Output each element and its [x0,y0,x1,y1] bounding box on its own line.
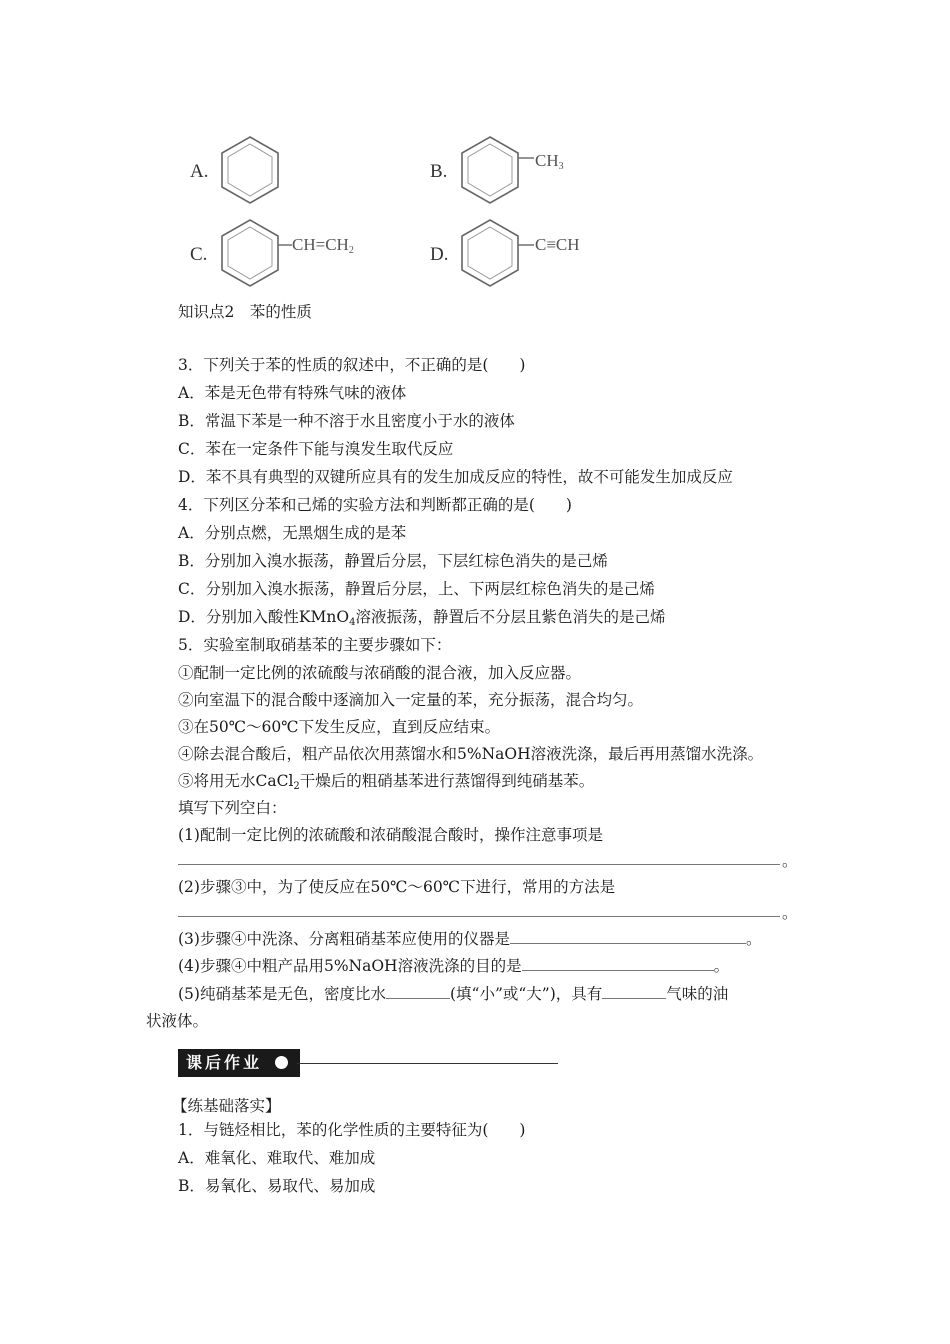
q4-option-c: C．分别加入溴水振荡，静置后分层，上、下两层红棕色消失的是己烯 [178,580,655,598]
q5-step-3: ③在50℃～60℃下发生反应，直到反应结束。 [178,718,501,736]
answer-blank-5a[interactable] [386,984,450,999]
q4-stem: 4．下列区分苯和己烯的实验方法和判断都正确的是( ) [178,496,572,514]
knowledge-point-heading: 知识点2 苯的性质 [178,303,312,321]
answer-blank-4[interactable] [522,956,714,971]
structure-label-b: B. [430,161,448,182]
q5-sub-5-cont: 状液体。 [146,1012,209,1030]
structure-label-a: A. [190,161,209,182]
benzene-ring-b [458,132,538,212]
benzene-ring-a [218,132,288,212]
section-bullet-icon [275,1056,288,1069]
q4-option-a: A．分别点燃，无黑烟生成的是苯 [178,524,407,542]
q4-option-b: B．分别加入溴水振荡，静置后分层，下层红棕色消失的是己烯 [178,552,608,570]
q5-step-4: ④除去混合酸后，粗产品依次用蒸馏水和5%NaOH溶液洗涤，最后再用蒸馏水洗涤。 [178,745,764,763]
q5-sub-3: (3)步骤④中洗涤、分离粗硝基苯应使用的仪器是 。 [178,930,762,948]
answer-blank-5b[interactable] [602,984,666,999]
hw-q1-option-b: B．易氧化、易取代、易加成 [178,1177,376,1195]
hw-q1-stem: 1．与链烃相比，苯的化学性质的主要特征为( ) [178,1121,526,1139]
hw-q1-option-a: A．难氧化、难取代、难加成 [178,1149,376,1167]
period-1: 。 [782,852,798,870]
answer-blank-1[interactable] [178,864,780,865]
period-2: 。 [782,904,798,922]
ethynyl-group: C≡CH [535,235,580,254]
homework-section-title: 课后作业 [178,1049,300,1077]
q4-option-d: D．分别加入酸性KMnO$_4$溶液振荡，静置后不分层且紫色消失的是己烯 [178,608,666,628]
structure-label-d: D. [430,244,449,265]
q3-option-c: C．苯在一定条件下能与溴发生取代反应 [178,440,454,458]
q3-option-a: A．苯是无色带有特殊气味的液体 [178,384,407,402]
q3-option-b: B．常温下苯是一种不溶于水且密度小于水的液体 [178,412,515,430]
q5-sub-1: (1)配制一定比例的浓硫酸和浓硝酸混合酸时，操作注意事项是 [178,826,603,844]
q5-sub-2: (2)步骤③中，为了使反应在50℃～60℃下进行，常用的方法是 [178,878,616,896]
answer-blank-2[interactable] [178,916,780,917]
answer-blank-3[interactable] [510,929,746,944]
q5-step-1: ①配制一定比例的浓硫酸与浓硝酸的混合液，加入反应器。 [178,664,582,682]
q5-step-2: ②向室温下的混合酸中逐滴加入一定量的苯，充分振荡，混合均匀。 [178,691,644,709]
q5-sub-5: (5)纯硝基苯是无色，密度比水 (填“小”或“大”)，具有 气味的油 [178,985,729,1003]
benzene-ring-c [218,215,298,295]
q5-fill-prompt: 填写下列空白： [178,799,287,817]
q5-sub-4: (4)步骤④中粗产品用5%NaOH溶液洗涤的目的是 。 [178,957,730,975]
methyl-group: $CH_3$ [535,151,564,172]
structure-label-c: C. [190,244,208,265]
subsection-heading: 【练基础落实】 [172,1097,281,1115]
q3-stem: 3．下列关于苯的性质的叙述中，不正确的是( ) [178,356,526,374]
q5-stem: 5．实验室制取硝基苯的主要步骤如下： [178,636,452,654]
vinyl-group: $CH=CH_2$ [292,235,354,256]
q5-step-5: ⑤将用无水CaCl$_2$干燥后的粗硝基苯进行蒸馏得到纯硝基苯。 [178,772,595,792]
benzene-ring-d [458,215,538,295]
q3-option-d: D．苯不具有典型的双键所应具有的发生加成反应的特性，故不可能发生加成反应 [178,468,733,486]
section-divider [297,1063,558,1064]
